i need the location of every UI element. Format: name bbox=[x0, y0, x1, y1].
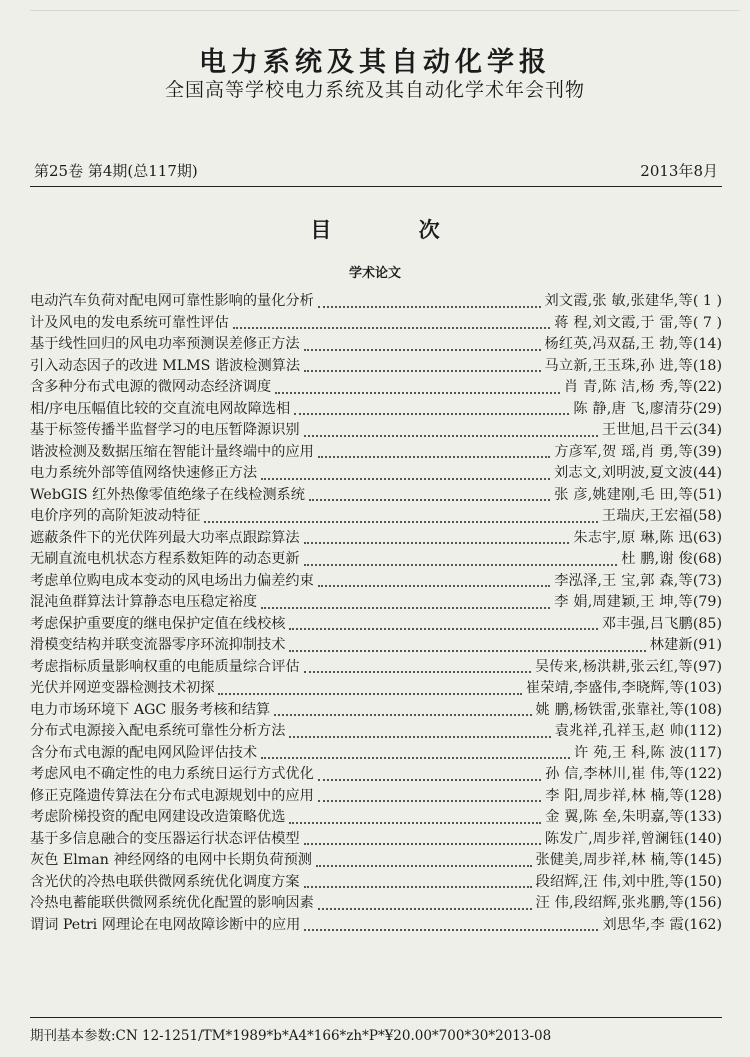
dot-leader bbox=[318, 450, 550, 458]
article-authors: 汪 伟,段绍辉,张兆鹏,等 bbox=[535, 895, 684, 911]
article-page: (73) bbox=[692, 572, 722, 589]
article-authors: 杨红英,冯双磊,王 勃,等 bbox=[544, 336, 693, 352]
toc-entry[interactable] bbox=[30, 721, 722, 743]
article-title: 电力系统外部等值网络快速修正方法 bbox=[30, 465, 258, 481]
article-page: (58) bbox=[692, 508, 722, 524]
toc-entry[interactable] bbox=[30, 528, 722, 550]
dot-leader bbox=[275, 386, 560, 394]
issue-info: 第25卷 第4期(总117期) bbox=[34, 162, 198, 180]
article-authors: 马立新,王玉珠,孙 进,等 bbox=[544, 357, 693, 374]
toc-entry[interactable] bbox=[30, 614, 722, 636]
article-page: (103) bbox=[683, 680, 722, 696]
toc-entry[interactable] bbox=[30, 291, 722, 313]
article-title: 含光伏的冷热电联供微网系统优化调度方案 bbox=[30, 873, 300, 890]
article-title: 电力市场环境下 AGC 服务考核和结算 bbox=[30, 701, 271, 718]
toc-entry[interactable] bbox=[30, 872, 722, 894]
toc-entry[interactable] bbox=[30, 571, 722, 593]
toc-entry[interactable] bbox=[30, 313, 722, 335]
toc-entry[interactable] bbox=[30, 635, 722, 657]
toc-entry[interactable] bbox=[30, 915, 722, 937]
article-title: 滑模变结构并联变流器零序环流抑制技术 bbox=[30, 637, 286, 653]
toc-entry[interactable] bbox=[30, 463, 722, 485]
header-strip bbox=[30, 0, 740, 11]
dot-leader bbox=[304, 536, 570, 544]
toc-entry[interactable] bbox=[30, 399, 722, 421]
article-title: 考虑指标质量影响权重的电能质量综合评估 bbox=[30, 658, 300, 675]
dot-leader bbox=[318, 579, 550, 587]
article-authors: 吴传来,杨洪耕,张云红,等 bbox=[534, 658, 693, 675]
article-page: (128) bbox=[683, 787, 722, 804]
dot-leader bbox=[318, 902, 532, 910]
article-authors: 金 翼,陈 垒,朱明嘉,等 bbox=[545, 809, 684, 825]
article-title: 基于多信息融合的变压器运行状态评估模型 bbox=[30, 830, 300, 847]
article-page: (22) bbox=[692, 379, 722, 395]
article-title: 基于线性回归的风电功率预测误差修正方法 bbox=[30, 336, 300, 352]
article-title: 灰色 Elman 神经网络的电网中长期负荷预测 bbox=[30, 852, 312, 868]
toc-entry[interactable] bbox=[30, 829, 722, 851]
article-page: (156) bbox=[683, 895, 722, 911]
article-title: 遮蔽条件下的光伏阵列最大功率点跟踪算法 bbox=[30, 529, 300, 546]
dot-leader bbox=[233, 321, 551, 329]
article-page: (85) bbox=[692, 615, 722, 632]
article-title: 电动汽车负荷对配电网可靠性影响的量化分析 bbox=[30, 293, 314, 309]
article-page: (34) bbox=[692, 422, 722, 438]
toc-entry[interactable] bbox=[30, 356, 722, 378]
article-authors: 许 苑,王 科,陈 波 bbox=[573, 744, 684, 761]
dot-leader bbox=[318, 300, 541, 308]
dot-leader bbox=[261, 751, 570, 759]
header-rule bbox=[30, 186, 722, 187]
dot-leader bbox=[318, 773, 541, 781]
dot-leader bbox=[304, 923, 598, 931]
dot-leader bbox=[289, 816, 541, 824]
article-title: 考虑风电不确定性的电力系统日运行方式优化 bbox=[30, 766, 314, 782]
article-authors: 王瑞庆,王宏福 bbox=[601, 508, 693, 524]
article-title: 考虑阶梯投资的配电网建设改造策略优选 bbox=[30, 809, 286, 825]
article-authors: 刘思华,李 霞 bbox=[602, 916, 684, 933]
article-page: (133) bbox=[683, 809, 722, 825]
footer-rule bbox=[30, 1017, 722, 1018]
toc-heading: 目 次 bbox=[310, 217, 480, 242]
toc-entry[interactable] bbox=[30, 764, 722, 786]
article-authors: 朱志宇,原 琳,陈 迅 bbox=[573, 529, 693, 546]
dot-leader bbox=[218, 687, 521, 695]
dot-leader bbox=[289, 730, 550, 738]
article-authors: 刘文霞,张 敏,张建华,等 bbox=[544, 293, 693, 309]
article-title: 修正克隆遗传算法在分布式电源规划中的应用 bbox=[30, 787, 314, 804]
article-page: (79) bbox=[692, 594, 722, 610]
dot-leader bbox=[304, 558, 618, 566]
article-page: (97) bbox=[692, 658, 722, 675]
article-page: (112) bbox=[683, 723, 722, 739]
article-title: 引入动态因子的改进 MLMS 谐波检测算法 bbox=[30, 357, 301, 374]
article-page: (14) bbox=[692, 336, 722, 352]
article-page: (140) bbox=[683, 830, 722, 847]
article-page: (18) bbox=[692, 357, 722, 374]
dot-leader bbox=[294, 407, 569, 415]
article-page: (91) bbox=[692, 637, 722, 653]
toc-entry[interactable] bbox=[30, 786, 722, 808]
article-authors: 邓丰强,吕飞鹏 bbox=[601, 615, 693, 632]
issue-date: 2013年8月 bbox=[640, 162, 718, 180]
toc-entry[interactable] bbox=[30, 377, 722, 399]
toc-entry[interactable] bbox=[30, 592, 722, 614]
article-title: 含分布式电源的配电网风险评估技术 bbox=[30, 744, 258, 761]
section-title: 学术论文 bbox=[348, 266, 401, 281]
article-page: (145) bbox=[683, 852, 722, 868]
article-title: 无刷直流电机状态方程系数矩阵的动态更新 bbox=[30, 551, 300, 567]
article-page: ( 7 ) bbox=[692, 314, 722, 331]
article-title: WebGIS 红外热像零值绝缘子在线检测系统 bbox=[30, 486, 305, 503]
article-page: (63) bbox=[692, 529, 722, 546]
article-authors: 蒋 程,刘文霞,于 雷,等 bbox=[554, 314, 693, 331]
article-authors: 段绍辉,汪 伟,刘中胜,等 bbox=[535, 873, 684, 890]
article-title: 考虑保护重要度的继电保护定值在线校核 bbox=[30, 615, 286, 632]
article-title: 混沌鱼群算法计算静态电压稳定裕度 bbox=[30, 594, 258, 610]
dot-leader bbox=[304, 364, 541, 372]
article-page: ( 1 ) bbox=[692, 293, 722, 309]
dot-leader bbox=[204, 515, 598, 523]
toc-entry[interactable] bbox=[30, 850, 722, 872]
toc-entry[interactable] bbox=[30, 700, 722, 722]
article-authors: 肖 青,陈 洁,杨 秀,等 bbox=[563, 379, 693, 395]
article-page: (51) bbox=[692, 486, 722, 503]
toc-entry[interactable] bbox=[30, 893, 722, 915]
dot-leader bbox=[261, 472, 550, 480]
journal-title: 电力系统及其自动化学报 bbox=[199, 47, 551, 78]
article-authors: 陈 静,唐 飞,廖清芬 bbox=[573, 400, 693, 417]
dot-leader bbox=[289, 622, 597, 630]
article-page: (29) bbox=[692, 400, 722, 417]
toc-list bbox=[30, 291, 722, 936]
article-authors: 张健美,周步祥,林 楠,等 bbox=[535, 852, 684, 868]
dot-leader bbox=[304, 837, 541, 845]
article-authors: 姚 鹏,杨铁雷,张靠社,等 bbox=[535, 701, 684, 718]
dot-leader bbox=[304, 343, 541, 351]
toc-entry[interactable] bbox=[30, 420, 722, 442]
journal-params: 期刊基本参数:CN 12-1251/TM*1989*b*A4*166*zh*P*¥20.00*700*30*2013-08 bbox=[30, 1028, 552, 1044]
article-page: (162) bbox=[683, 916, 722, 933]
article-page: (39) bbox=[692, 443, 722, 460]
article-title: 计及风电的发电系统可靠性评估 bbox=[30, 314, 229, 331]
dot-leader bbox=[304, 665, 531, 673]
article-page: (68) bbox=[692, 551, 722, 567]
toc-entry[interactable] bbox=[30, 743, 722, 765]
article-page: (117) bbox=[683, 744, 722, 761]
article-title: 光伏并网逆变器检测技术初探 bbox=[30, 680, 215, 696]
toc-entry[interactable] bbox=[30, 657, 722, 679]
article-authors: 李泓泽,王 宝,郭 森,等 bbox=[554, 572, 693, 589]
article-title: 电价序列的高阶矩波动特征 bbox=[30, 508, 201, 524]
article-title: 含多种分布式电源的微网动态经济调度 bbox=[30, 379, 272, 395]
article-authors: 王世旭,吕干云 bbox=[601, 422, 693, 438]
article-page: (108) bbox=[683, 701, 722, 718]
dot-leader bbox=[289, 644, 645, 652]
dot-leader bbox=[318, 794, 541, 802]
article-authors: 陈发广,周步祥,曾澜钰 bbox=[544, 830, 684, 847]
article-authors: 孙 信,李林川,崔 伟,等 bbox=[545, 766, 684, 782]
toc-entry[interactable] bbox=[30, 807, 722, 829]
dot-leader bbox=[304, 429, 598, 437]
dot-leader bbox=[316, 859, 532, 867]
article-title: 相/序电压幅值比较的交直流电网故障选相 bbox=[30, 400, 291, 417]
article-authors: 方彦军,贺 瑶,肖 勇,等 bbox=[554, 443, 693, 460]
article-title: 谐波检测及数据压缩在智能计量终端中的应用 bbox=[30, 443, 314, 460]
article-authors: 林建新 bbox=[649, 637, 693, 653]
toc-entry[interactable] bbox=[30, 334, 722, 356]
article-page: (44) bbox=[692, 465, 722, 481]
article-authors: 杜 鹏,谢 俊 bbox=[621, 551, 693, 567]
article-page: (122) bbox=[683, 766, 722, 782]
article-authors: 崔荣靖,李盛伟,李晓辉,等 bbox=[525, 680, 684, 696]
dot-leader bbox=[261, 601, 550, 609]
dot-leader bbox=[304, 880, 532, 888]
article-authors: 李 娟,周建颖,王 坤,等 bbox=[554, 594, 693, 610]
article-title: 基于标签传播半监督学习的电压暂降源识别 bbox=[30, 422, 300, 438]
toc-entry[interactable] bbox=[30, 506, 722, 528]
toc-entry[interactable] bbox=[30, 678, 722, 700]
toc-entry[interactable] bbox=[30, 549, 722, 571]
article-authors: 张 彦,姚建刚,毛 田,等 bbox=[554, 486, 693, 503]
dot-leader bbox=[274, 708, 531, 716]
article-page: (150) bbox=[683, 873, 722, 890]
article-title: 谓词 Petri 网理论在电网故障诊断中的应用 bbox=[30, 916, 301, 933]
article-title: 冷热电蓄能联供微网系统优化配置的影响因素 bbox=[30, 895, 314, 911]
article-authors: 李 阳,周步祥,林 楠,等 bbox=[545, 787, 684, 804]
article-title: 分布式电源接入配电系统可靠性分析方法 bbox=[30, 723, 286, 739]
dot-leader bbox=[309, 493, 550, 501]
toc-entry[interactable] bbox=[30, 442, 722, 464]
article-title: 考虑单位购电成本变动的风电场出力偏差约束 bbox=[30, 572, 314, 589]
article-authors: 刘志文,刘明波,夏文波 bbox=[553, 465, 693, 481]
article-authors: 袁兆祥,孔祥玉,赵 帅 bbox=[554, 723, 684, 739]
journal-subtitle: 全国高等学校电力系统及其自动化学术年会刊物 bbox=[164, 79, 585, 101]
toc-entry[interactable] bbox=[30, 485, 722, 507]
